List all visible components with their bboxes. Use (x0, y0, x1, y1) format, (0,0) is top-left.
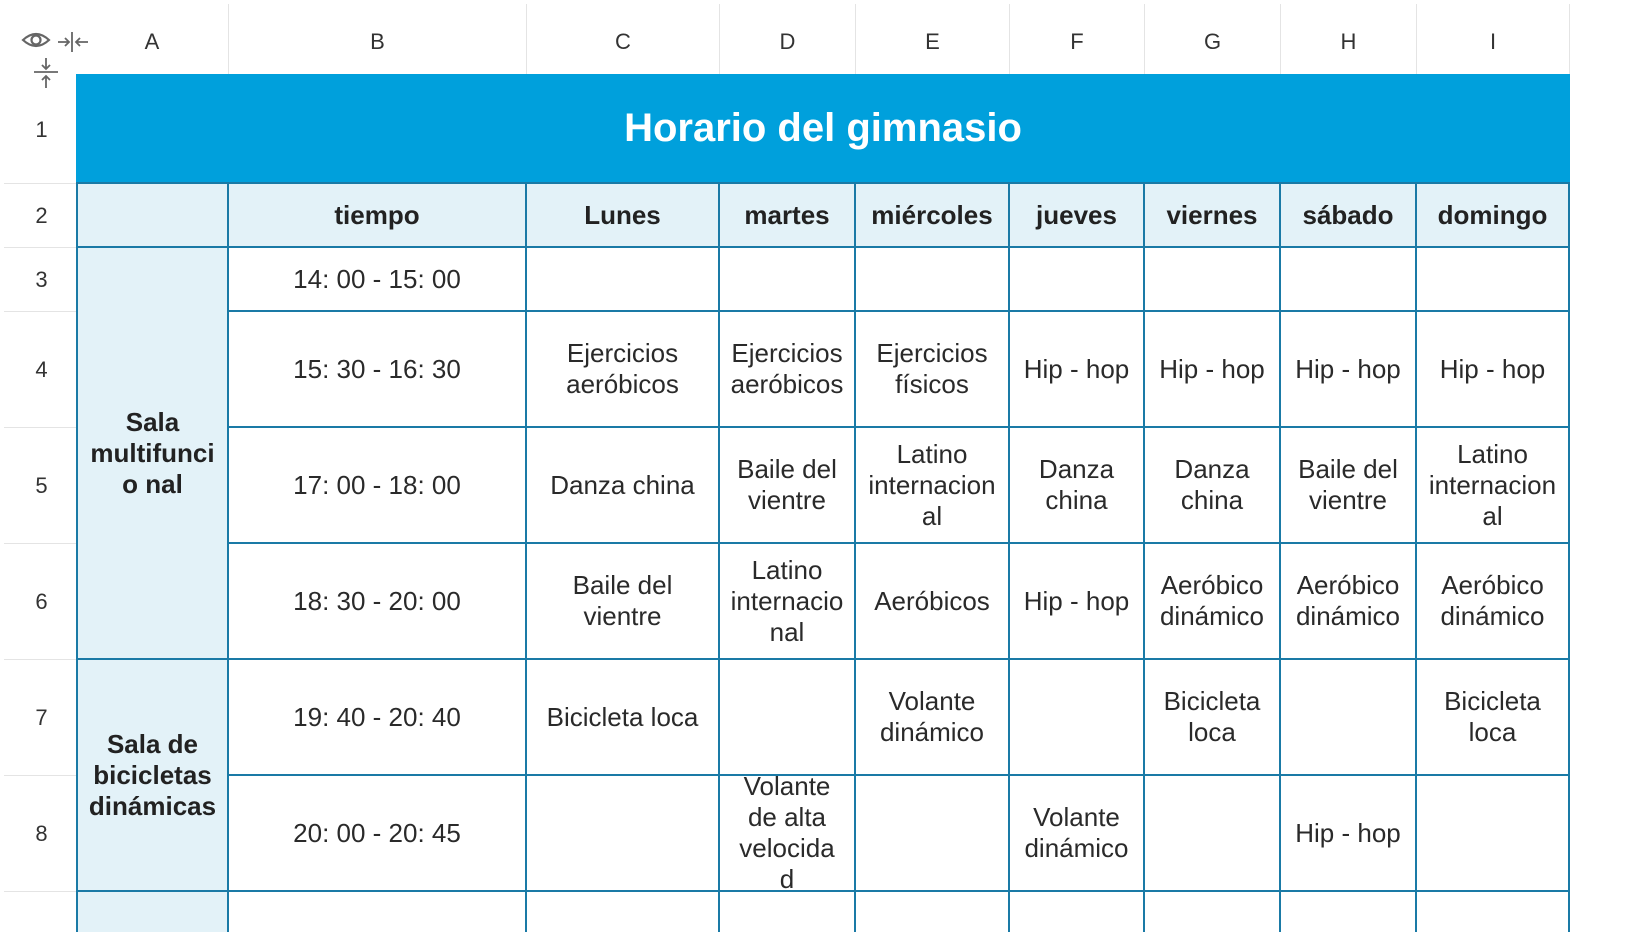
room-cell-multifunction[interactable]: Sala multifuncio nal (76, 248, 229, 660)
header-cell-blank[interactable] (76, 184, 229, 248)
class-cell[interactable]: Ejercicios físicos (856, 312, 1010, 428)
class-cell[interactable]: Baile del vientre (527, 544, 720, 660)
time-cell[interactable]: 18: 30 - 20: 00 (229, 544, 527, 660)
partial-room-cell[interactable] (76, 892, 229, 932)
class-cell[interactable] (856, 776, 1010, 892)
column-header-c[interactable]: C (527, 4, 720, 79)
class-cell[interactable]: Aeróbico dinámico (1145, 544, 1281, 660)
partial-cell[interactable] (1145, 892, 1281, 932)
row-header-5[interactable]: 5 (4, 428, 79, 544)
column-header-g[interactable]: G (1145, 4, 1281, 79)
partial-cell[interactable] (856, 892, 1010, 932)
time-cell[interactable]: 20: 00 - 20: 45 (229, 776, 527, 892)
class-cell[interactable]: Hip - hop (1010, 544, 1145, 660)
row-header-1[interactable]: 1 (4, 76, 79, 184)
class-cell[interactable] (1281, 660, 1417, 776)
row-header-2[interactable]: 2 (4, 184, 79, 248)
class-cell[interactable]: Hip - hop (1010, 312, 1145, 428)
table-title[interactable] (76, 74, 1570, 184)
time-cell[interactable]: 14: 00 - 15: 00 (229, 248, 527, 312)
column-header-f[interactable]: F (1010, 4, 1145, 79)
header-cell-day[interactable]: sábado (1281, 184, 1417, 248)
class-cell[interactable]: Latino internacion al (1417, 428, 1570, 544)
row-header-7[interactable]: 7 (4, 660, 79, 776)
class-cell[interactable]: Aeróbico dinámico (1281, 544, 1417, 660)
sheet-corner (4, 4, 79, 79)
class-cell[interactable] (1281, 248, 1417, 312)
class-cell[interactable]: Hip - hop (1281, 312, 1417, 428)
class-cell[interactable] (1417, 248, 1570, 312)
column-header-d[interactable]: D (720, 4, 856, 79)
class-cell[interactable]: Volante dinámico (1010, 776, 1145, 892)
class-cell[interactable]: Baile del vientre (1281, 428, 1417, 544)
column-header-b[interactable]: B (229, 4, 527, 79)
header-cell-day[interactable]: Lunes (527, 184, 720, 248)
class-cell[interactable] (1145, 776, 1281, 892)
row-header-6[interactable]: 6 (4, 544, 79, 660)
header-cell-day[interactable]: jueves (1010, 184, 1145, 248)
class-cell[interactable] (1417, 776, 1570, 892)
header-cell-day[interactable]: miércoles (856, 184, 1010, 248)
partial-cell[interactable] (527, 892, 720, 932)
column-header-e[interactable]: E (856, 4, 1010, 79)
class-cell[interactable] (856, 248, 1010, 312)
column-header-a[interactable]: A (76, 4, 229, 79)
partial-cell[interactable] (229, 892, 527, 932)
class-cell[interactable]: Hip - hop (1281, 776, 1417, 892)
spreadsheet (4, 4, 1636, 948)
row-header-3[interactable]: 3 (4, 248, 79, 312)
header-cell-day[interactable]: domingo (1417, 184, 1570, 248)
class-cell[interactable]: Hip - hop (1145, 312, 1281, 428)
time-cell[interactable]: 17: 00 - 18: 00 (229, 428, 527, 544)
class-cell[interactable]: Bicicleta loca (1145, 660, 1281, 776)
class-cell[interactable]: Hip - hop (1417, 312, 1570, 428)
class-cell[interactable]: Aeróbicos (856, 544, 1010, 660)
class-cell[interactable]: Bicicleta loca (1417, 660, 1570, 776)
time-cell[interactable]: 15: 30 - 16: 30 (229, 312, 527, 428)
class-cell[interactable] (527, 248, 720, 312)
class-cell[interactable]: Latino internacio nal (720, 544, 856, 660)
class-cell[interactable] (720, 248, 856, 312)
class-cell[interactable] (1010, 660, 1145, 776)
class-cell[interactable] (720, 660, 856, 776)
class-cell[interactable] (527, 776, 720, 892)
class-cell[interactable] (1145, 248, 1281, 312)
row-header-4[interactable]: 4 (4, 312, 79, 428)
class-cell[interactable]: Volante de alta velocidad (720, 776, 856, 892)
header-cell-day[interactable]: viernes (1145, 184, 1281, 248)
partial-cell[interactable] (1010, 892, 1145, 932)
time-cell[interactable]: 19: 40 - 20: 40 (229, 660, 527, 776)
column-header-i[interactable]: I (1417, 4, 1570, 79)
column-header-h[interactable]: H (1281, 4, 1417, 79)
partial-cell[interactable] (1417, 892, 1570, 932)
class-cell[interactable]: Latino internacion al (856, 428, 1010, 544)
class-cell[interactable]: Aeróbico dinámico (1417, 544, 1570, 660)
room-cell-bikes[interactable]: Sala de bicicletas dinámicas (76, 660, 229, 892)
table-title-text: Horario del gimnasio (624, 105, 1022, 150)
class-cell[interactable]: Ejercicios aeróbicos (720, 312, 856, 428)
class-cell[interactable]: Ejercicios aeróbicos (527, 312, 720, 428)
partial-cell[interactable] (1281, 892, 1417, 932)
class-cell[interactable]: Danza china (1010, 428, 1145, 544)
class-cell[interactable]: Volante dinámico (856, 660, 1010, 776)
row-header-8[interactable]: 8 (4, 776, 79, 892)
class-cell[interactable]: Baile del vientre (720, 428, 856, 544)
header-cell-day[interactable]: martes (720, 184, 856, 248)
header-cell-time[interactable]: tiempo (229, 184, 527, 248)
partial-cell[interactable] (720, 892, 856, 932)
class-cell[interactable]: Danza china (1145, 428, 1281, 544)
class-cell[interactable] (1010, 248, 1145, 312)
class-cell[interactable]: Danza china (527, 428, 720, 544)
class-cell[interactable]: Bicicleta loca (527, 660, 720, 776)
